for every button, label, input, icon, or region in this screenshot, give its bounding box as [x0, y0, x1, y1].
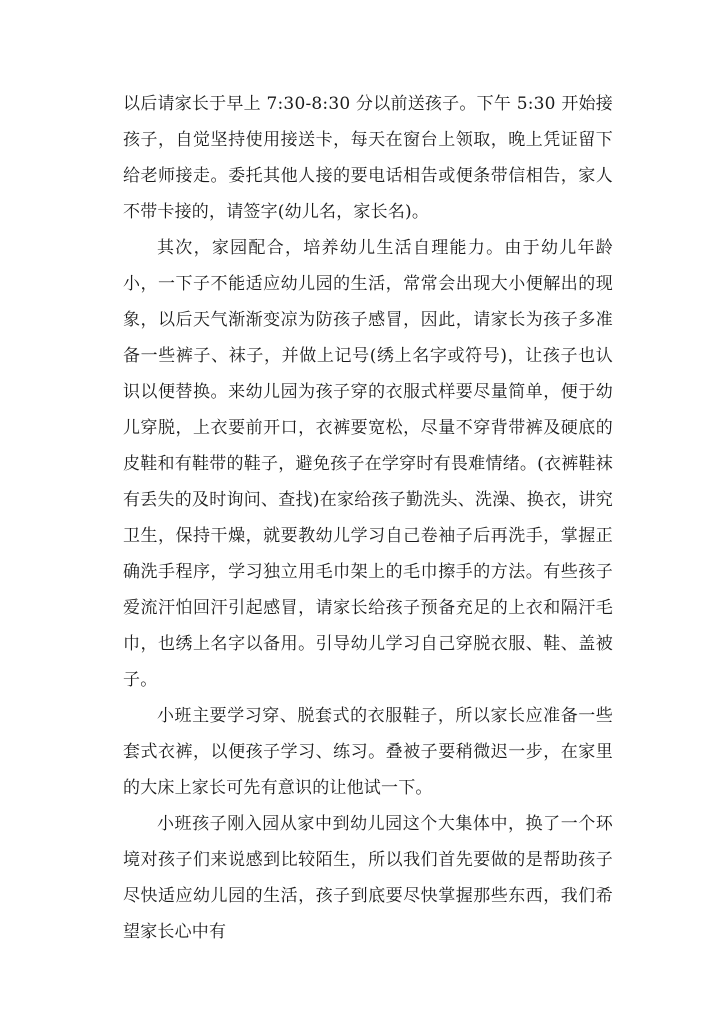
document-body [123, 86, 613, 950]
paragraph-adaptation: 小班孩子刚入园从家中到幼儿园这个大集体中，换了一个环境对孩子们来说感到比较陌生，所以我们首先要做的是帮助孩子尽快适应幼儿园的生活，孩子到底要尽快掌握那些东西，我们希望家长心中有 [123, 814, 613, 942]
paragraph-dressing: 小班主要学习穿、脱套式的衣服鞋子，所以家长应准备一些套式衣裤，以便孩子学习、练习。叠被子要稍微迟一步，在家里的大床上家长可先有意识的让他试一下。 [123, 706, 613, 798]
paragraph-pickup-rules: 以后请家长于早上 7:30-8:30 分以前送孩子。下午 5:30 开始接孩子，自觉坚持使用接送卡，每天在窗台上领取，晚上凭证留下给老师接走。委托其他人接的要电话相告或便条带信相告，家人不带卡接的，请签字(幼儿名，家长名)。 [123, 94, 613, 222]
paragraph-self-care: 其次，家园配合，培养幼儿生活自理能力。由于幼儿年龄小，一下子不能适应幼儿园的生活，常常会出现大小便解出的现象，以后天气渐渐变凉为防孩子感冒，因此，请家长为孩子多准备一些裤子、袜子，并做上记号(绣上名字或符号)，让孩子也认识以便替换。来幼儿园为孩子穿的衣服式样要尽量简单，便于幼儿穿脱，上衣要前开口，衣裤要宽松，尽量不穿背带裤及硬底的皮鞋和有鞋带的鞋子，避免孩子在学穿时有畏难情绪。(衣裤鞋袜有丢失的及时询问、查找)在家给孩子勤洗头、洗澡、换衣，讲究卫生，保持干燥，就要教幼儿学习自己卷袖子后再洗手，掌握正确洗手程序，学习独立用毛巾架上的毛巾擦手的方法。有些孩子爱流汗怕回汗引起感冒，请家长给孩子预备充足的上衣和隔汗毛巾，也绣上名字以备用。引导幼儿学习自己穿脱衣服、鞋、盖被子。 [123, 238, 613, 690]
